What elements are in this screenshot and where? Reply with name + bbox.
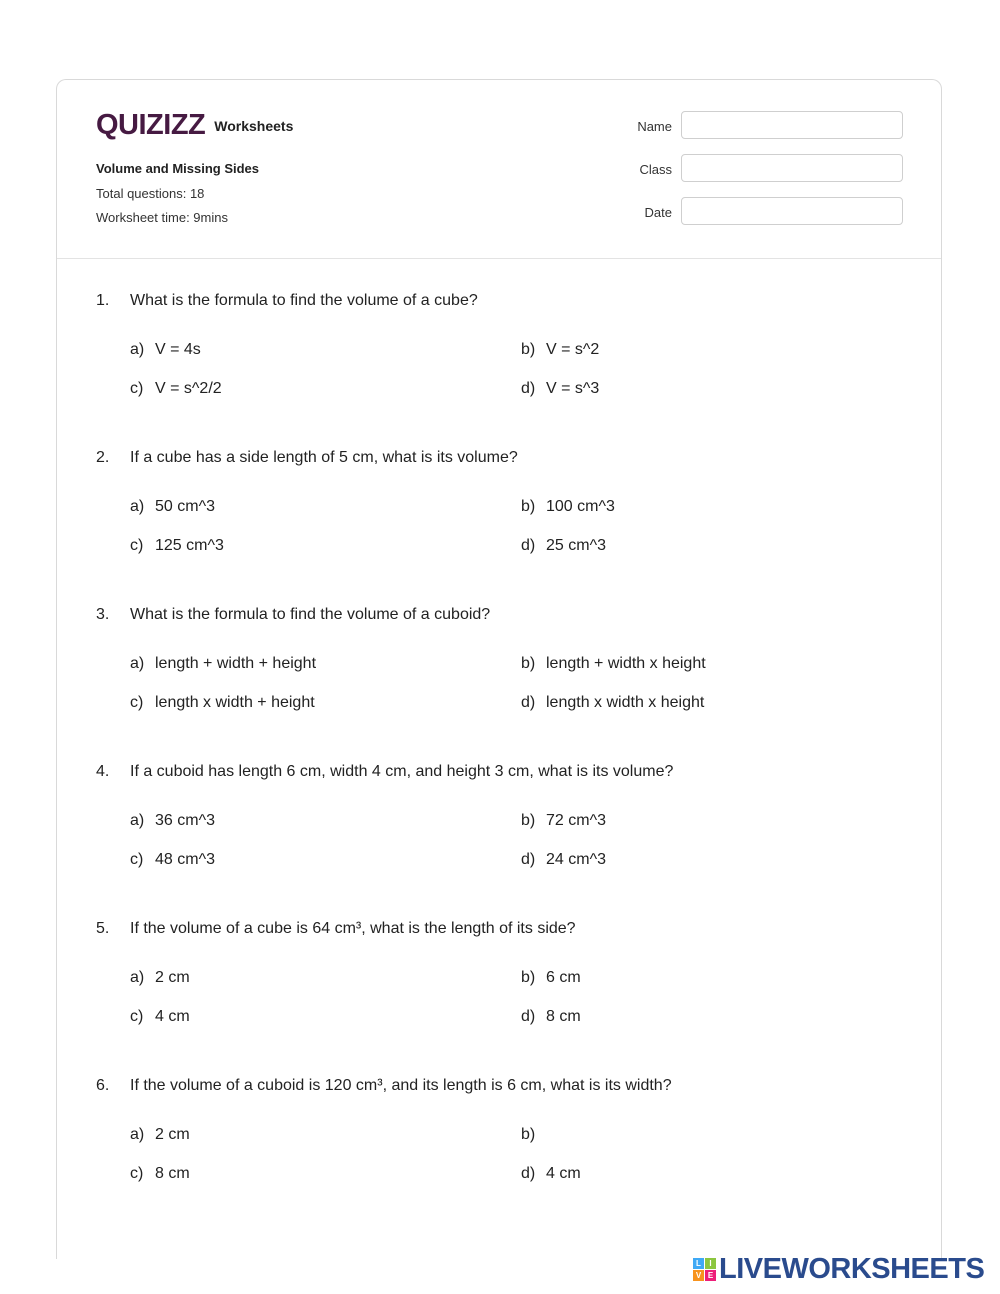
option-text: 48 cm^3 [155, 851, 215, 868]
question-number: 5. [96, 920, 110, 937]
option-d[interactable] [521, 851, 606, 869]
option-letter: b) [521, 1126, 536, 1143]
logo-block: I [705, 1258, 716, 1269]
option-text: 4 cm [155, 1008, 190, 1025]
option-letter: c) [130, 380, 144, 397]
option-b[interactable] [521, 812, 606, 830]
liveworksheets-logo [693, 1253, 984, 1285]
name-field[interactable] [681, 111, 903, 139]
option-a[interactable] [130, 1126, 190, 1144]
worksheet-title: Volume and Missing Sides [96, 161, 260, 176]
option-text: 2 cm [155, 1126, 190, 1143]
option-text: V = s^3 [546, 380, 600, 397]
worksheet-header [57, 80, 941, 259]
logo-block: E [705, 1270, 716, 1281]
option-b[interactable] [521, 655, 706, 673]
option-letter: d) [521, 1008, 536, 1025]
option-d[interactable] [521, 694, 704, 712]
option-letter: b) [521, 341, 536, 358]
option-text: 50 cm^3 [155, 498, 215, 515]
question-text: What is the formula to find the volume of a cuboid? [130, 606, 491, 623]
option-letter: c) [130, 537, 144, 554]
option-text: 72 cm^3 [546, 812, 606, 829]
option-letter: a) [130, 655, 145, 672]
option-letter: d) [521, 1165, 536, 1182]
option-c[interactable] [130, 380, 222, 398]
option-text: 2 cm [155, 969, 190, 986]
option-d[interactable] [521, 537, 606, 555]
option-d[interactable] [521, 380, 599, 398]
option-text: length + width x height [546, 655, 706, 672]
option-letter: b) [521, 498, 536, 515]
option-letter: d) [521, 694, 536, 711]
option-letter: b) [521, 969, 536, 986]
option-b[interactable] [521, 1126, 546, 1144]
option-d[interactable] [521, 1008, 581, 1026]
quizizz-logo-wordmark: QUIZIZZ [96, 108, 206, 141]
question-4 [57, 763, 941, 903]
option-text: length + width + height [155, 655, 317, 672]
question-text: If a cuboid has length 6 cm, width 4 cm, and height 3 cm, what is its volume? [130, 763, 674, 780]
quizizz-logo [96, 108, 293, 142]
option-a[interactable] [130, 498, 215, 516]
liveworksheets-wordmark: LIVEWORKSHEETS [719, 1252, 985, 1285]
class-field[interactable] [681, 154, 903, 182]
question-6 [57, 1077, 941, 1217]
option-b[interactable] [521, 498, 615, 516]
option-text: 8 cm [155, 1165, 190, 1182]
option-letter: b) [521, 812, 536, 829]
date-field[interactable] [681, 197, 903, 225]
option-letter: c) [130, 1165, 144, 1182]
class-label: Class [639, 162, 672, 177]
option-text: 4 cm [546, 1165, 581, 1182]
option-text: 6 cm [546, 969, 581, 986]
option-text: 8 cm [546, 1008, 581, 1025]
option-letter: d) [521, 537, 536, 554]
option-letter: a) [130, 341, 145, 358]
question-number: 4. [96, 763, 110, 780]
option-letter: a) [130, 812, 145, 829]
option-text: length x width x height [546, 694, 705, 711]
question-2 [57, 449, 941, 589]
option-b[interactable] [521, 969, 581, 987]
option-text: V = s^2 [546, 341, 600, 358]
option-a[interactable] [130, 341, 201, 359]
worksheet-sheet [56, 79, 942, 1259]
total-questions: Total questions: 18 [96, 186, 205, 201]
option-text: 100 cm^3 [546, 498, 615, 515]
option-b[interactable] [521, 341, 599, 359]
option-letter: a) [130, 1126, 145, 1143]
option-letter: a) [130, 969, 145, 986]
question-5 [57, 920, 941, 1060]
option-text: V = s^2/2 [155, 380, 222, 397]
question-number: 6. [96, 1077, 110, 1094]
question-number: 2. [96, 449, 110, 466]
option-c[interactable] [130, 694, 315, 712]
option-text: V = 4s [155, 341, 201, 358]
product-name: Worksheets [214, 118, 294, 134]
question-text: What is the formula to find the volume of a cube? [130, 292, 478, 309]
option-d[interactable] [521, 1165, 581, 1183]
question-text: If the volume of a cube is 64 cm³, what is the length of its side? [130, 920, 576, 937]
question-3 [57, 606, 941, 746]
logo-block: L [693, 1258, 704, 1269]
option-letter: d) [521, 851, 536, 868]
name-label: Name [637, 119, 672, 134]
liveworksheets-blocks-icon [693, 1258, 716, 1281]
worksheet-time: Worksheet time: 9mins [96, 210, 228, 225]
question-number: 1. [96, 292, 110, 309]
option-c[interactable] [130, 1008, 190, 1026]
date-label: Date [644, 205, 672, 220]
question-text: If the volume of a cuboid is 120 cm³, and its length is 6 cm, what is its width? [130, 1077, 672, 1094]
option-c[interactable] [130, 1165, 190, 1183]
question-text: If a cube has a side length of 5 cm, what is its volume? [130, 449, 518, 466]
option-text: 125 cm^3 [155, 537, 224, 554]
option-text: length x width + height [155, 694, 315, 711]
option-letter: b) [521, 655, 536, 672]
option-c[interactable] [130, 851, 215, 869]
option-c[interactable] [130, 537, 224, 555]
option-letter: a) [130, 498, 145, 515]
option-text: 24 cm^3 [546, 851, 606, 868]
option-letter: c) [130, 851, 144, 868]
question-number: 3. [96, 606, 110, 623]
option-a[interactable] [130, 655, 316, 673]
logo-block: V [693, 1270, 704, 1281]
option-a[interactable] [130, 812, 215, 830]
option-letter: c) [130, 1008, 144, 1025]
question-1 [57, 292, 941, 432]
option-text: 25 cm^3 [546, 537, 606, 554]
option-letter: c) [130, 694, 144, 711]
option-a[interactable] [130, 969, 190, 987]
option-letter: d) [521, 380, 536, 397]
option-text: 36 cm^3 [155, 812, 215, 829]
